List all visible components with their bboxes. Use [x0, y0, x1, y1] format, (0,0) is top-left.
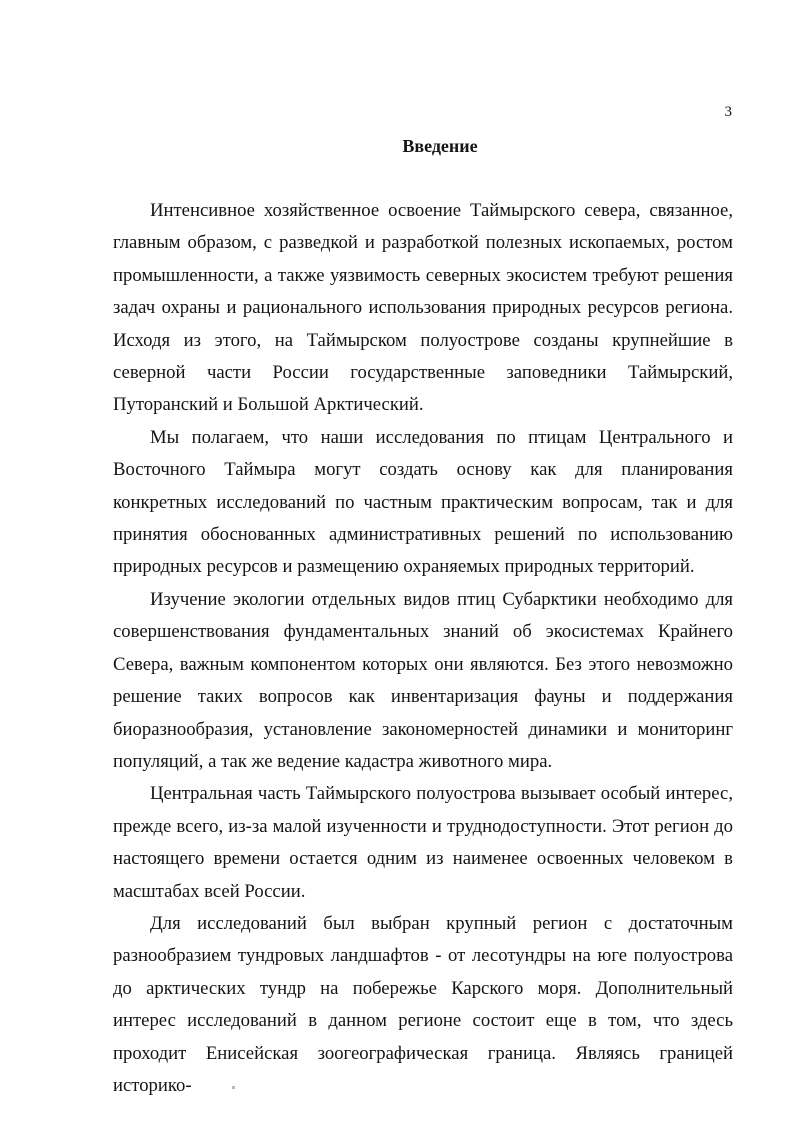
page-title: Введение — [402, 136, 478, 156]
scan-speck — [232, 1086, 235, 1089]
page-number: 3 — [724, 104, 732, 120]
body-text — [113, 195, 733, 1102]
paragraph-ecology: Изучение экологии отдельных видов птиц Субарктики необходимо для совершенствования фундаментальных знаний об экосистемах Крайнего Севера, важным компонентом которых они являются. Без этого невозможно решение таких вопросов как инвентаризация фауны и поддержания биоразнообразия, установление закономерностей динамики и мониторинг популяций, а так же ведение кадастра животного мира. — [113, 588, 733, 772]
paragraph-central-taimyr: Центральная часть Таймырского полуострова вызывает особый интерес, прежде всего, из-за малой изученности и труднодоступности. Этот регион до настоящего времени остается одним из наименее освоенных человеком в масштабах всей России. — [113, 783, 733, 902]
paragraph-study-region: Для исследований был выбран крупный регион с достаточным разнообразием тундровых ландшафтов - от лесотундры на юге полуострова до арктических тундр на побережье Карского моря. Дополнительный интерес исследований в данном регионе состоит еще в том, что здесь проходит Енисейская зоогеографическая граница. Являясь границей историко- — [113, 912, 733, 1096]
paragraph-intro: Интенсивное хозяйственное освоение Таймырского севера, связанное, главным образом, с разведкой и разработкой полезных ископаемых, ростом промышленности, а также уязвимость северных экосистем требуют решения задач охраны и рационального использования природных ресурсов региона. Исходя из этого, на Таймырском полуострове созданы крупнейшие в северной части России государственные заповедники Таймырский, Путоранский и Большой Арктический. — [113, 200, 733, 416]
paragraph-research-basis: Мы полагаем, что наши исследования по птицам Центрального и Восточного Таймыра могут создать основу как для планирования конкретных исследований по частным практическим вопросам, так и для принятия обоснованных административных решений по использованию природных ресурсов и размещению охраняемых природных территорий. — [113, 426, 733, 578]
